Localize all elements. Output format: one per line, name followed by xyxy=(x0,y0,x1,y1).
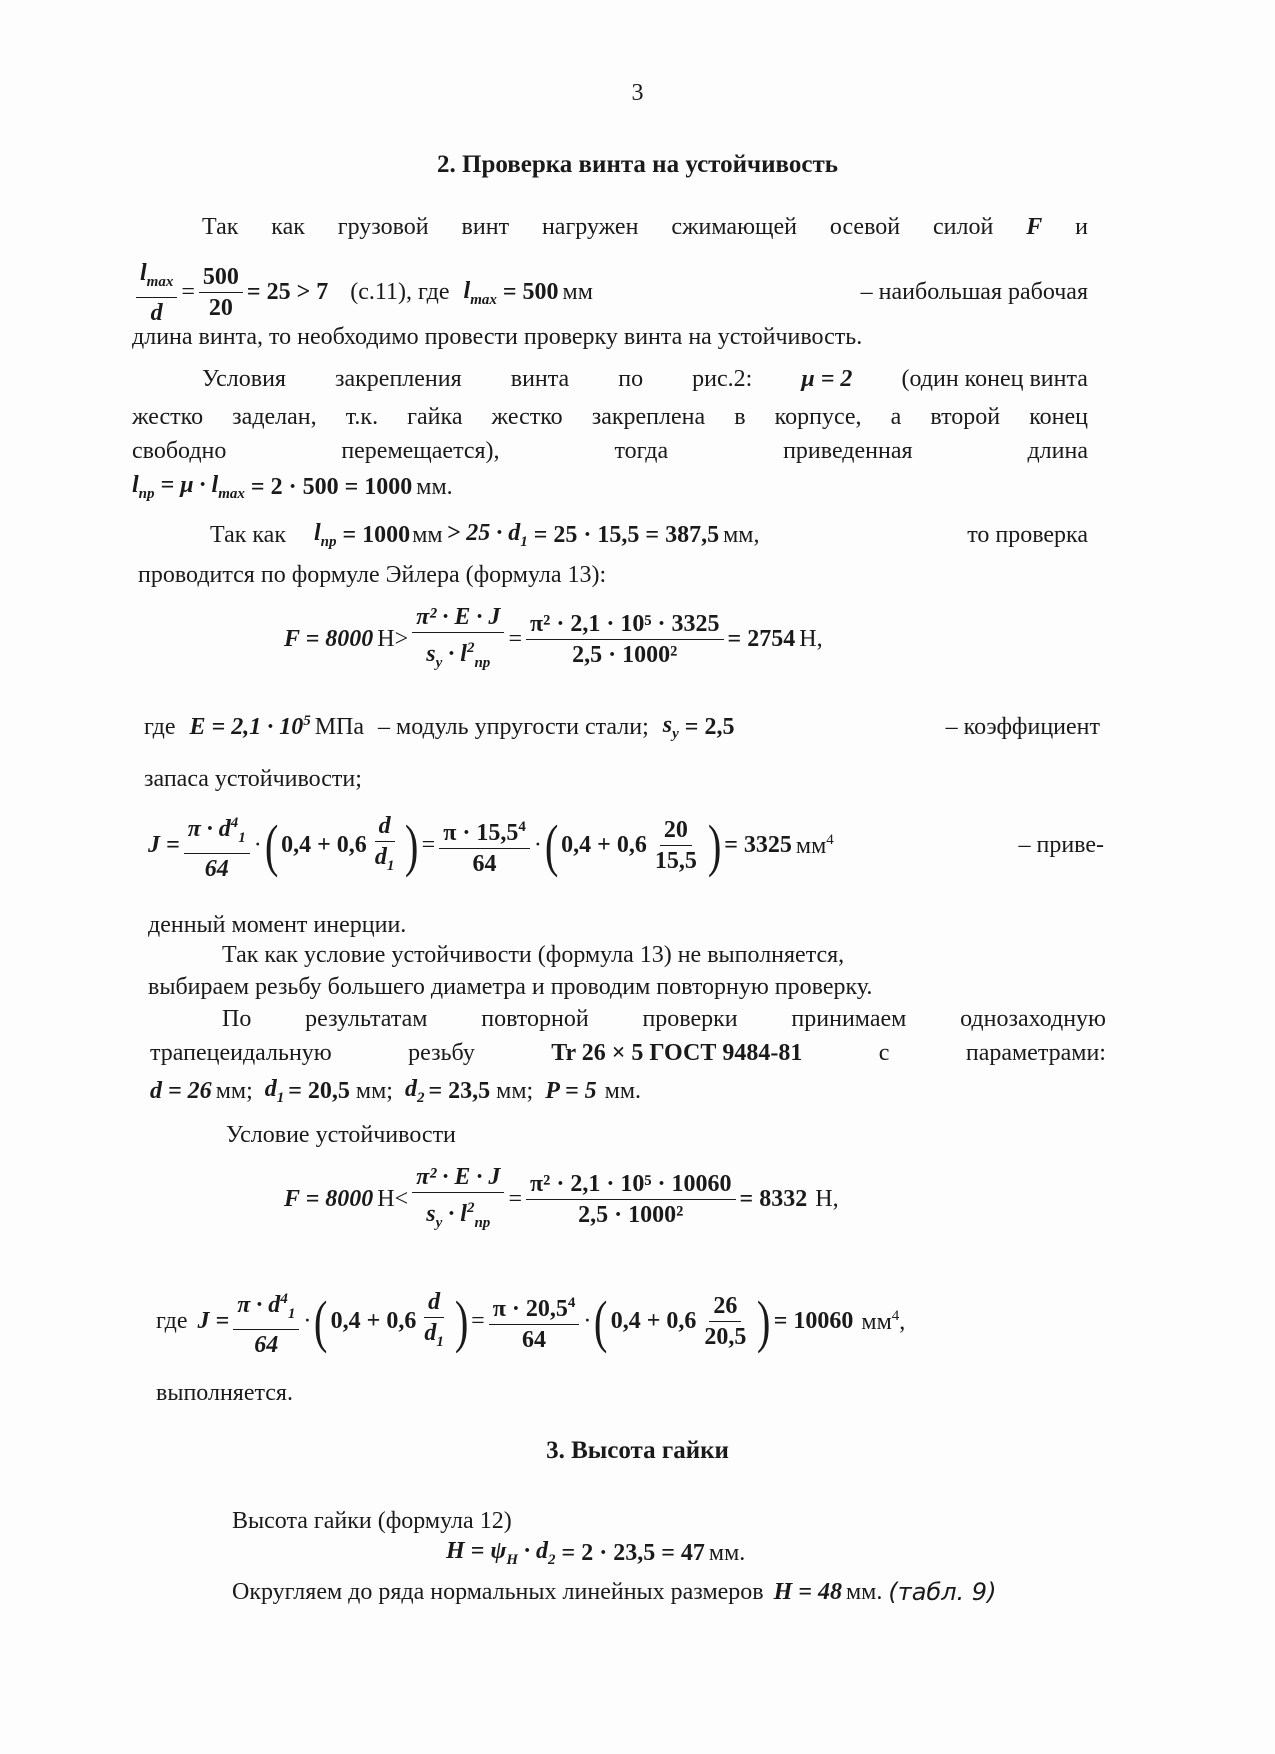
word: сжимающей xyxy=(671,214,797,240)
paragraph-5-line-1: По результатам повторной проверки принимаем однозаходную xyxy=(222,1006,1106,1032)
euler-formula-2: F = 8000 Н< $\frac{\text{π² · E · J}}{s_y \cdot l^2_{np}}$ = $\frac{\text{π² · 2,1 · 10⁵ · 10060}}{\text{2,5 · 1000²}}$ = 8332 Н, xyxy=(284,1164,839,1231)
paragraph-4-line-2: выбираем резьбу большего диаметра и проводим повторную проверку. xyxy=(148,974,873,1000)
ratio-line: $\frac{l_{max}}{d}$ = $\frac{500}{20}$ = 25 > 7 (с.11), где $l_{max}$ = 500 мм – наибольшая рабочая xyxy=(132,258,1088,328)
word: нагружен xyxy=(541,214,639,240)
satisfied-text: выполняется. xyxy=(156,1380,293,1406)
thread-parameters: d = 26 мм; $d_1$ = 20,5 мм; $d_2$ = 23,5 мм; P = 5 мм. xyxy=(150,1076,642,1106)
section-2-title: 2. Проверка винта на устойчивость xyxy=(437,151,838,178)
rounding-line: Округляем до ряда нормальных линейных размеров H = 48 мм. (табл. 9) xyxy=(232,1578,997,1606)
lmax-unit: мм xyxy=(562,279,593,306)
reduced-length-line: $l_{np}$ = $\mu \cdot l_{max}$ = 2 · 500 = 1000 мм. xyxy=(132,472,453,502)
inertia-formula-2: где J = $\frac{\pi \cdot d^4_1}{64}$ · ( 0,4 + 0,6 $\frac{d}{d_1}$ ) = $\frac{\pi \cdot 20,5^4}{64}$ · ( 0,4 + 0,6 $\frac{26}{20,5}$ ) = 10060 $мм^4$, xyxy=(156,1284,905,1360)
section-3-paragraph: Высота гайки (формула 12) xyxy=(232,1508,512,1534)
word: и xyxy=(1075,214,1088,240)
reserve-line: запаса устойчивости; xyxy=(144,766,362,792)
lmax-description: – наибольшая рабочая xyxy=(860,279,1088,306)
stability-condition-label: Условие устойчивости xyxy=(226,1122,456,1148)
handwritten-note: (табл. 9) xyxy=(888,1578,997,1606)
ratio-fraction: $\frac{l_{max}}{d}$ xyxy=(136,258,177,328)
word: винт xyxy=(461,214,510,240)
section-3-title: 3. Высота гайки xyxy=(546,1437,729,1464)
force-symbol: F xyxy=(1026,214,1043,240)
inertia-description: денный момент инерции. xyxy=(148,912,407,938)
paragraph-3-line-2: проводится по формуле Эйлера (формула 13): xyxy=(138,562,607,588)
modulus-line: где $E = 2,1 \cdot 10^5$ МПа – модуль упругости стали; $s_y$ = 2,5 – коэффициент xyxy=(144,712,1100,742)
mu-value: μ = 2 xyxy=(801,366,853,392)
lmax-symbol: $l_{max}$ xyxy=(463,277,497,308)
paragraph-1-line-1 xyxy=(202,212,1088,242)
word: Так xyxy=(202,214,239,240)
nut-height-formula: $H = \psi_H$ · $d_2$ = 2 · 23,5 = 47 мм. xyxy=(446,1538,746,1568)
page-number: 3 xyxy=(631,80,644,106)
word: осевой xyxy=(829,214,901,240)
inertia-formula-1: J = $\frac{\pi \cdot d^4_1}{64}$ · ( 0,4 + 0,6 $\frac{d}{d_1}$ ) = $\frac{\pi \cdot 15,5^4}{64}$ · ( 0,4 + 0,6 $\frac{20}{15,5}$ ) = 3325 $мм^4$ – приве- xyxy=(148,808,1104,884)
paragraph-1-line-3: длина винта, то необходимо провести проверку винта на устойчивость. xyxy=(132,324,863,350)
paragraph-4-line-1: Так как условие устойчивости (формула 13) не выполняется, xyxy=(222,942,845,968)
euler-formula-1: F = 8000 Н> $\frac{\text{π² · E · J}}{s_y \cdot l^2_{np}}$ = $\frac{\text{π² · 2,1 · 10⁵ · 3325}}{\text{2,5 · 1000²}}$ = 2754 Н, xyxy=(284,604,823,671)
word: грузовой xyxy=(337,214,429,240)
ratio-values: $\frac{500}{20}$ xyxy=(199,262,243,323)
paragraph-2-line-1: Условия закрепления винта по рис.2: μ = 2 (один конец винта xyxy=(202,366,1088,392)
word: как xyxy=(271,214,305,240)
ratio-result: = 25 > 7 xyxy=(246,279,329,306)
paragraph-2-line-2: жестко заделан, т.к. гайка жестко закреплена в корпусе, а второй конец xyxy=(132,404,1088,430)
paragraph-5-line-2: трапецеидальную резьбу Tr 26 × 5 ГОСТ 9484-81 с параметрами: xyxy=(150,1040,1106,1066)
paragraph-3-line-1: Так как $l_{np}$ = 1000 мм > $25 \cdot d_1$ = 25 · 15,5 = 387,5 мм, то проверка xyxy=(210,520,1088,550)
paragraph-2-line-3: свободно перемещается), тогда приведенная длина xyxy=(132,438,1088,464)
lmax-value: = 500 xyxy=(502,279,559,306)
thread-designation: Tr 26 × 5 ГОСТ 9484-81 xyxy=(551,1040,803,1066)
ratio-ref: (с.11), где xyxy=(350,279,450,306)
word: силой xyxy=(932,214,994,240)
